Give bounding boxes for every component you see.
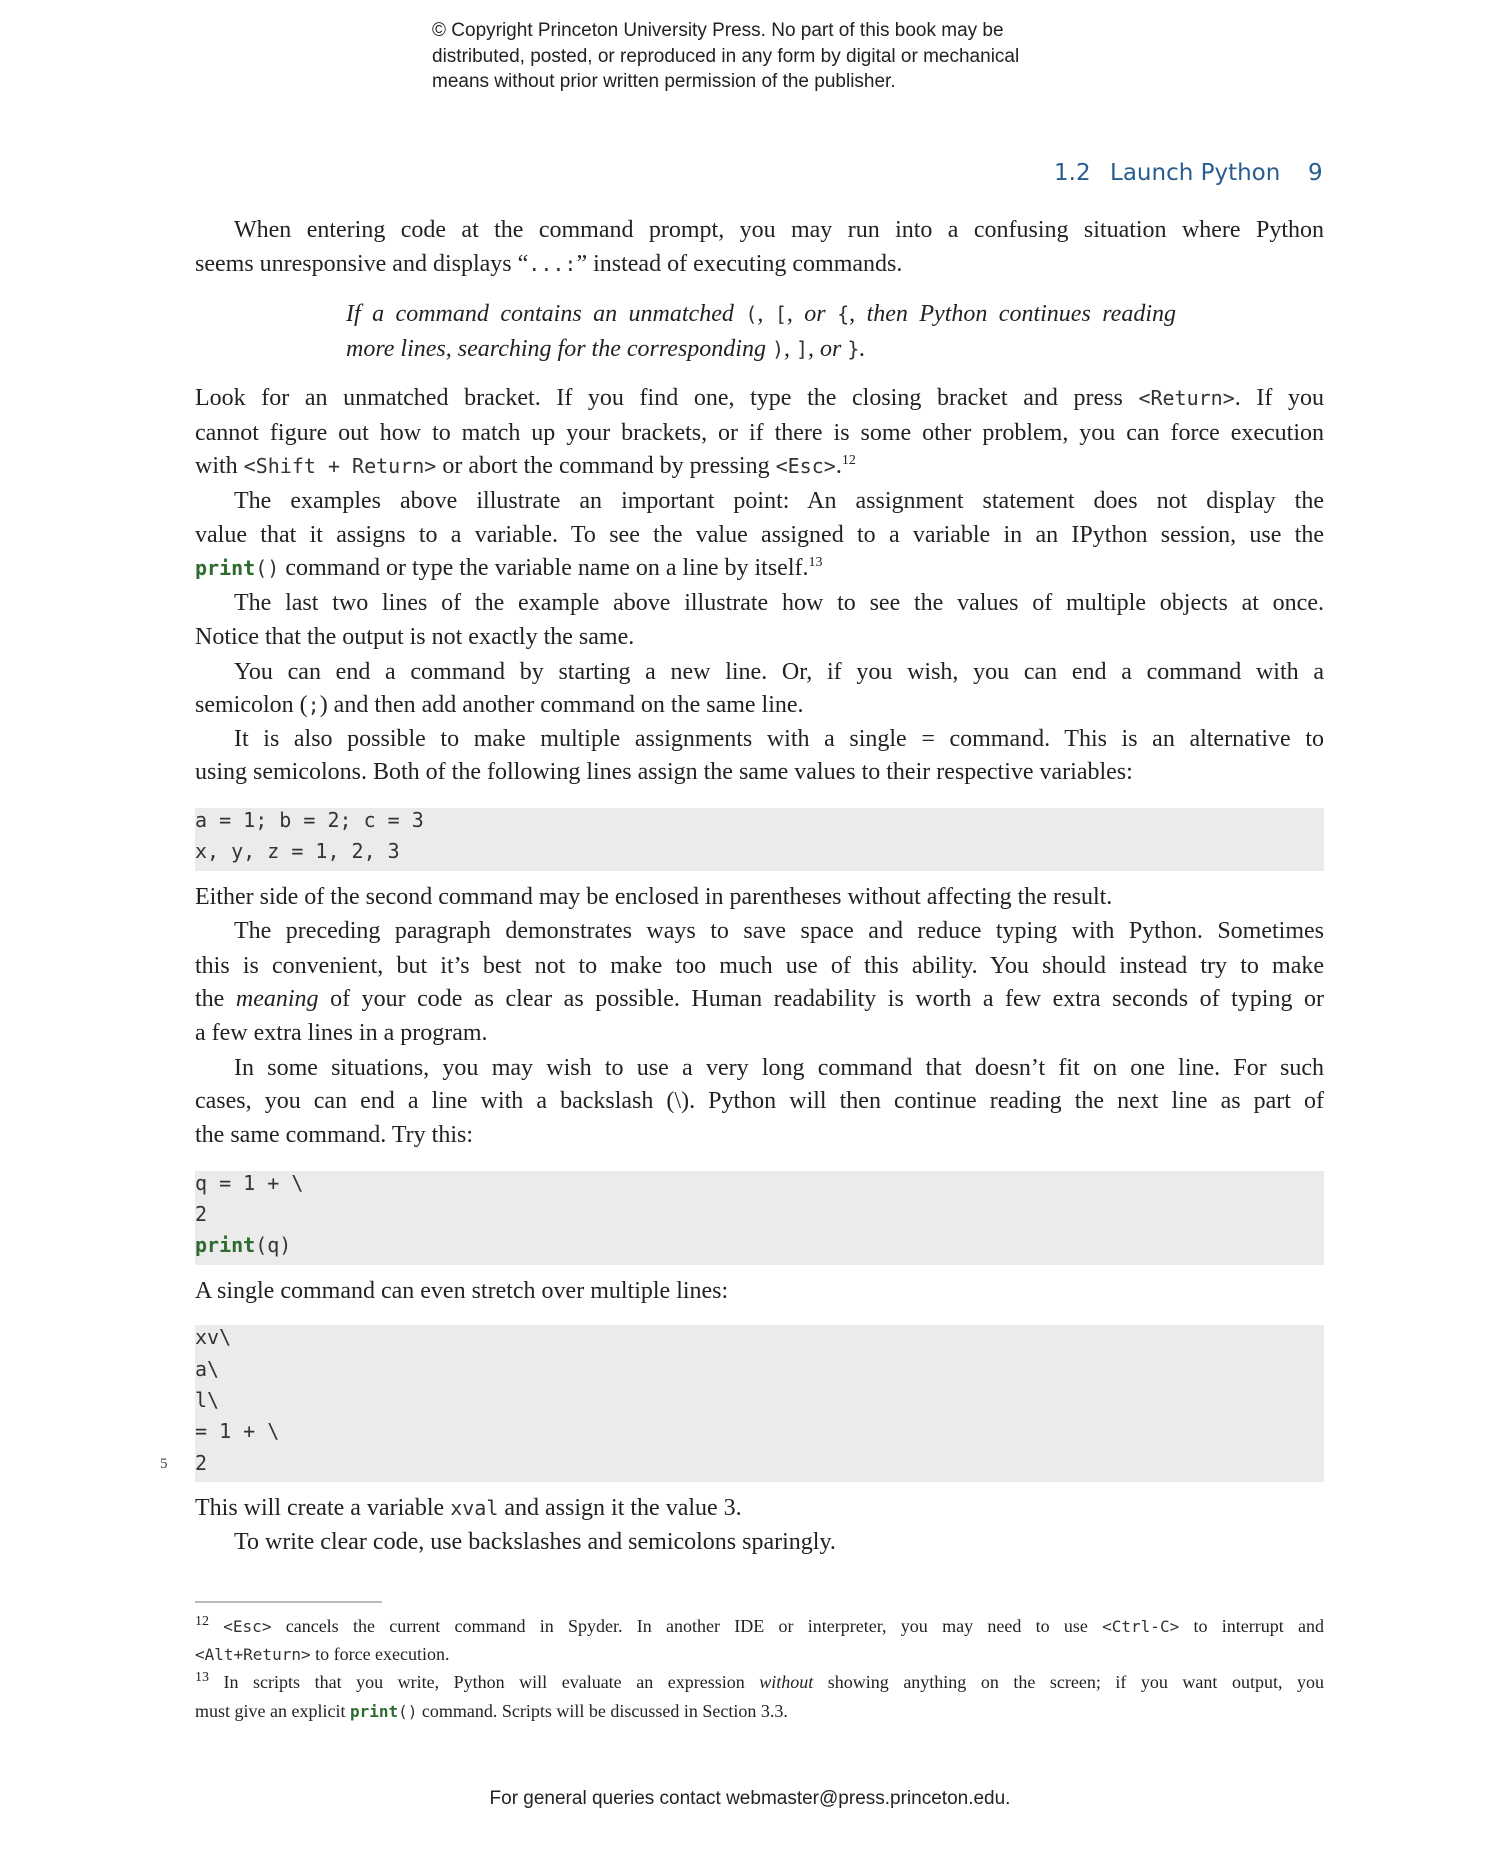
inline-code: xval: [450, 1496, 499, 1520]
code-line: [195, 1419, 279, 1450]
paragraph-line: [234, 217, 1324, 251]
text-run: The last two lines of the example above illustrate how to see the values of multiple objects at once.: [234, 590, 1324, 616]
text-run: , then Python continues reading: [849, 301, 1177, 327]
paragraph-line: [234, 726, 1324, 760]
text-run: ) and then add another command on the same line.: [319, 692, 804, 718]
footer-contact: For general queries contact webmaster@press.princeton.edu.: [489, 1788, 1011, 1809]
inline-code: q = 1 + \: [195, 1171, 304, 1195]
text-run: to force execution.: [310, 1644, 450, 1664]
code-line: [195, 839, 400, 870]
text-run: ” instead of executing commands.: [576, 251, 903, 277]
code-keyword: print: [195, 556, 256, 580]
copyright-line-1: © Copyright Princeton University Press. No part of this book may be: [432, 20, 1004, 41]
paragraph-line: [195, 1278, 1324, 1312]
code-keyword: print: [195, 1233, 256, 1257]
inline-code: <Esc>: [223, 1617, 272, 1636]
text-run: command. Scripts will be discussed in Section 3.3.: [417, 1701, 788, 1721]
inline-code: ]: [796, 337, 809, 361]
text-run: , or: [786, 301, 838, 327]
text-run: semicolon (: [195, 692, 308, 718]
inline-code: (): [398, 1702, 418, 1721]
text-run: must give an explicit: [195, 1701, 350, 1721]
text-run: of your code as clear as possible. Human readability is worth a few extra seconds of typing or: [318, 986, 1325, 1012]
footnote-ref: 12: [841, 453, 856, 468]
inline-code: a = 1; b = 2; c = 3: [195, 808, 424, 832]
text-run: value that it assigns to a variable. To see the value assigned to a variable in an IPython session, use the: [195, 522, 1324, 548]
inline-code: }: [847, 337, 860, 361]
inline-code: (q): [255, 1233, 292, 1257]
paragraph-line: [195, 692, 1324, 726]
inline-code: {: [837, 302, 850, 326]
copyright-line-2: distributed, posted, or reproduced in any form by digital or mechanical: [432, 46, 1020, 67]
footnote-ref: 13: [195, 1670, 209, 1685]
paragraph-line: [195, 884, 1324, 918]
text-run: .: [859, 336, 866, 362]
inline-code: 2: [195, 1451, 208, 1475]
code-block: [195, 808, 1324, 871]
code-line: [195, 1325, 231, 1356]
code-line: [195, 1357, 219, 1388]
emphasis: meaning: [235, 986, 319, 1012]
inline-code: <Alt+Return>: [195, 1645, 311, 1664]
page-number: 9: [1308, 160, 1323, 186]
code-line: [195, 1202, 207, 1233]
text-run: this is convenient, but it’s best not to make too much use of this ability. You should instead try to make: [195, 953, 1324, 979]
paragraph-line: [234, 1055, 1324, 1089]
inline-code: ): [771, 337, 784, 361]
code-line-number: 5: [160, 1456, 168, 1472]
paragraph-line: [195, 624, 1324, 658]
footnote-ref: 13: [808, 555, 823, 570]
paragraph-line: [195, 1495, 1324, 1529]
text-run: It is also possible to make multiple assignments with a single = command. This is an alternative to: [234, 726, 1324, 752]
inline-code: <Esc>: [775, 454, 836, 478]
text-run: The examples above illustrate an important point: An assignment statement does not display the: [234, 488, 1324, 514]
text-run: Look for an unmatched bracket. If you find one, type the closing bracket and press: [195, 385, 1139, 411]
text-run: the: [195, 986, 236, 1012]
paragraph-line: [195, 385, 1324, 419]
text-run: the same command. Try this:: [195, 1122, 473, 1148]
text-run: When entering code at the command prompt, you may run into a confusing situation where Python: [234, 217, 1324, 243]
text-run: more lines, searching for the corresponding: [346, 336, 772, 362]
text-run: The preceding paragraph demonstrates ways to save space and reduce typing with Python. Sometimes: [234, 918, 1324, 944]
footnote-ref: 12: [195, 1614, 209, 1629]
text-run: You can end a command by starting a new line. Or, if you wish, you can end a command with a: [234, 659, 1324, 685]
footnote-rule: [195, 1601, 382, 1603]
paragraph-line: [195, 953, 1324, 987]
text-run: seems unresponsive and displays “: [195, 251, 529, 277]
text-run: to interrupt and: [1179, 1616, 1324, 1636]
text-run: Either side of the second command may be enclosed in parentheses without affecting the result.: [195, 884, 1113, 910]
paragraph-line: [195, 759, 1324, 793]
text-run: command or type the variable name on a line by itself.: [279, 555, 809, 581]
code-line: [195, 808, 424, 839]
inline-code: <Shift + Return>: [243, 454, 437, 478]
code-line: [195, 1171, 303, 1202]
paragraph-line: [234, 590, 1324, 624]
section-number: 1.2: [1054, 160, 1091, 186]
text-run: If a command contains an unmatched: [346, 301, 746, 327]
inline-code: <Ctrl-C>: [1102, 1617, 1180, 1636]
inline-code: (): [255, 556, 280, 580]
text-run: ,: [757, 301, 775, 327]
paragraph-line: [234, 1529, 1324, 1563]
inline-code: x, y, z = 1, 2, 3: [195, 839, 400, 863]
text-run: cases, you can end a line with a backslash (\). Python will then continue reading the next line as part of: [195, 1088, 1324, 1114]
quote-line: [346, 336, 1176, 370]
code-line: [195, 1451, 207, 1482]
inline-code: = 1 + \: [195, 1419, 280, 1443]
footnote-line: [195, 1644, 1324, 1672]
paragraph-line: [195, 1088, 1324, 1122]
paragraph-line: [195, 453, 1324, 487]
inline-code: ...:: [528, 252, 577, 276]
text-run: with: [195, 453, 244, 479]
text-run: A single command can even stretch over multiple lines:: [195, 1278, 729, 1304]
text-run: cancels the current command in Spyder. In another IDE or interpreter, you may need to use: [271, 1616, 1103, 1636]
paragraph-line: [195, 522, 1324, 556]
text-run: To write clear code, use backslashes and semicolons sparingly.: [234, 1529, 836, 1555]
paragraph-line: [234, 488, 1324, 522]
paragraph-line: [195, 420, 1324, 454]
paragraph-line: [234, 918, 1324, 952]
footnote-line: [195, 1701, 1324, 1729]
code-line: [195, 1233, 291, 1264]
paragraph-line: [195, 555, 1324, 589]
quote-line: [346, 301, 1176, 335]
code-line: [195, 1388, 219, 1419]
text-run: This will create a variable: [195, 1495, 451, 1521]
inline-code: l\: [195, 1388, 220, 1412]
text-run: In some situations, you may wish to use a very long command that doesn’t fit on one line. For such: [234, 1055, 1324, 1081]
paragraph-line: [234, 659, 1324, 693]
inline-code: xv\: [195, 1325, 232, 1349]
code-keyword: print: [349, 1702, 399, 1721]
text-run: cannot figure out how to match up your brackets, or if there is some other problem, you can force execution: [195, 420, 1324, 446]
text-run: , or: [808, 336, 848, 362]
paragraph-line: [195, 1020, 1324, 1054]
text-run: showing anything on the screen; if you want output, you: [813, 1672, 1324, 1692]
text-run: a few extra lines in a program.: [195, 1020, 488, 1046]
text-run: Notice that the output is not exactly the same.: [195, 624, 635, 650]
text-run: .: [835, 453, 842, 479]
copyright-line-3: means without prior written permission of the publisher.: [432, 71, 896, 92]
footnote-line: [195, 1616, 1324, 1644]
text-run: ,: [784, 336, 796, 362]
text-run: and assign it the value 3.: [498, 1495, 742, 1521]
inline-code: 2: [195, 1202, 208, 1226]
inline-code: [: [774, 302, 787, 326]
text-run: . If you: [1234, 385, 1324, 411]
text-run: or abort the command by pressing: [436, 453, 776, 479]
inline-code: <Return>: [1138, 386, 1235, 410]
footnote-line: [195, 1672, 1324, 1700]
inline-code: ;: [307, 693, 320, 717]
text-run: using semicolons. Both of the following lines assign the same values to their respective variables:: [195, 759, 1133, 785]
section-title: Launch Python: [1110, 160, 1281, 186]
code-block: [195, 1171, 1324, 1265]
emphasis: without: [759, 1672, 814, 1692]
paragraph-line: [195, 986, 1324, 1020]
paragraph-line: [195, 251, 1324, 285]
text-run: [209, 1616, 223, 1636]
inline-code: (: [745, 302, 758, 326]
code-block: [195, 1325, 1324, 1482]
paragraph-line: [195, 1122, 1324, 1156]
inline-code: a\: [195, 1357, 220, 1381]
text-run: In scripts that you write, Python will evaluate an expression: [209, 1672, 760, 1692]
